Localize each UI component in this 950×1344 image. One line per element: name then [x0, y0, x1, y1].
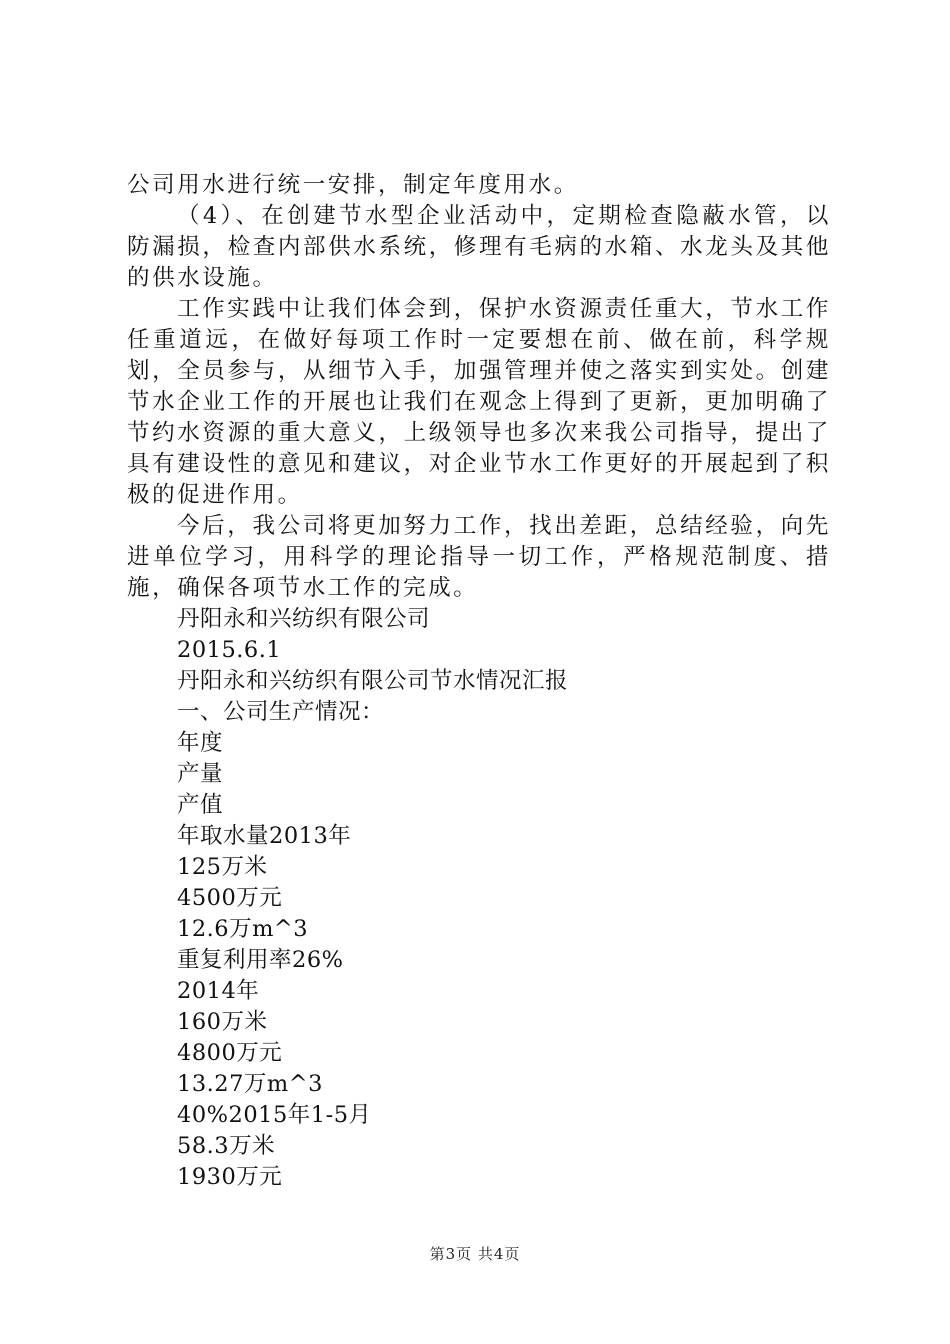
- report-title: 丹阳永和兴纺织有限公司节水情况汇报: [177, 668, 569, 694]
- paragraph: 今后，我公司将更加努力工作，找出差距，总结经验，向先进单位学习，用科学的理论指导一切工作，严格规范制度、措施，确保各项节水工作的完成。: [127, 513, 831, 601]
- paragraph: 工作实践中让我们体会到，保护水资源责任重大，节水工作任重道远，在做好每项工作时一定要想在前、做在前，科学规划，全员参与，从细节入手，加强管理并使之落实到实处。创建节水企业工作的开展也让我们在观念上得到了更新，更加明确了节约水资源的重大意义，上级领导也多次来我公司指导，提出了具有建设性的意见和建议，对企业节水工作更好的开展起到了积极的促进作用。: [127, 296, 831, 508]
- page-footer: 第3页 共4页: [429, 1245, 521, 1263]
- table-cell: 重复利用率26%: [177, 947, 344, 973]
- table-cell: 13.27万m^3: [177, 1071, 323, 1097]
- section-heading: 一、公司生产情况：: [177, 699, 385, 725]
- table-cell: 125万米: [177, 854, 268, 880]
- table-cell: 年取水量2013年: [177, 823, 352, 849]
- table-cell: 1930万元: [177, 1164, 283, 1190]
- paragraph: 公司用水进行统一安排，制定年度用水。: [127, 172, 579, 198]
- table-cell: 58.3万米: [177, 1133, 276, 1159]
- paragraph: （4）、在创建节水型企业活动中，定期检查隐蔽水管，以防漏损，检查内部供水系统，修理有毛病的水箱、水龙头及其他的供水设施。: [127, 203, 831, 291]
- table-cell: 产值: [177, 792, 224, 818]
- table-cell: 40%2015年1-5月: [177, 1102, 372, 1128]
- table-cell: 160万米: [177, 1009, 268, 1035]
- company-signature: 丹阳永和兴纺织有限公司: [177, 606, 431, 632]
- table-cell: 2014年: [177, 978, 260, 1004]
- document-body: [127, 170, 831, 1193]
- signature-date: 2015.6.1: [177, 637, 282, 663]
- table-cell: 12.6万m^3: [177, 916, 309, 942]
- table-cell: 产量: [177, 761, 224, 787]
- table-cell: 4500万元: [177, 885, 283, 911]
- table-cell: 4800万元: [177, 1040, 283, 1066]
- table-cell: 年度: [177, 730, 224, 756]
